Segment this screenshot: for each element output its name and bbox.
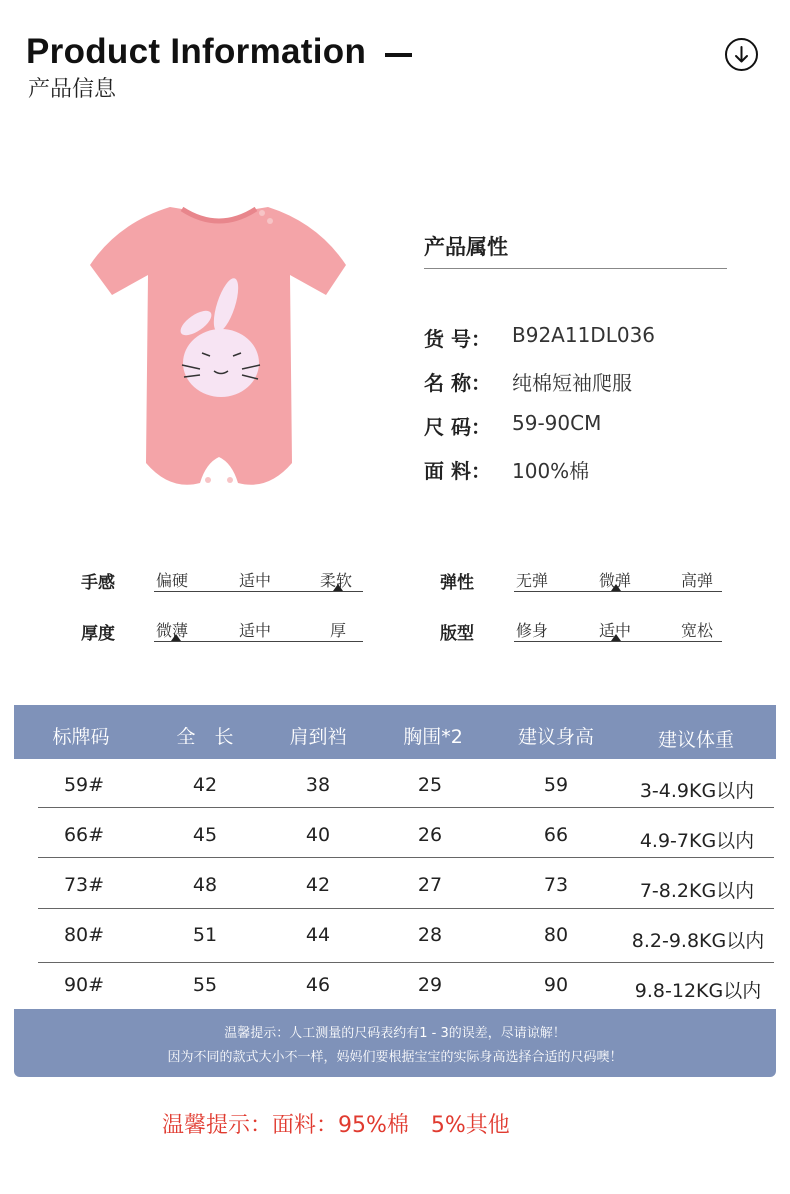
row-divider (38, 857, 774, 858)
scale-label: 弹性 (440, 573, 474, 593)
table-cell: 90# (63, 974, 105, 996)
column-header: 标牌码 (52, 726, 110, 748)
table-cell: 25 (417, 774, 443, 796)
download-button[interactable] (725, 38, 758, 71)
attributes-divider (424, 268, 727, 269)
table-cell: 42 (192, 774, 218, 796)
scale-line (514, 591, 722, 592)
scale-marker (611, 584, 621, 591)
scale-option: 无弹 (516, 571, 549, 590)
table-cell: 66# (63, 824, 105, 846)
table-cell: 66 (543, 824, 569, 846)
table-cell: 46 (305, 974, 331, 996)
table-cell: 90 (543, 974, 569, 996)
table-cell: 26 (417, 824, 443, 846)
attribute-value: 59-90CM (512, 411, 602, 435)
table-cell: 8.2-9.8KG以内 (631, 930, 765, 952)
scale-label: 版型 (440, 624, 474, 644)
scale-label: 手感 (81, 573, 115, 593)
scale-option: 适中 (239, 571, 272, 590)
note-line: 温馨提示：人工测量的尺码表约有1 - 3的误差，尽请谅解！ (224, 1026, 566, 1041)
product-image (78, 195, 360, 495)
column-header: 全 长 (176, 726, 234, 748)
scale-option: 偏硬 (156, 571, 189, 590)
table-cell: 55 (192, 974, 218, 996)
table-cell: 80# (63, 924, 105, 946)
scale-line (154, 591, 363, 592)
table-cell: 29 (417, 974, 443, 996)
arrow-down-circle-icon (734, 46, 749, 64)
scale-option: 宽松 (681, 621, 714, 640)
table-cell: 59# (63, 774, 105, 796)
note-line: 因为不同的款式大小不一样，妈妈们要根据宝宝的实际身高选择合适的尺码噢！ (167, 1050, 623, 1065)
scale-option: 柔软 (320, 571, 353, 590)
scale-option: 适中 (599, 621, 632, 640)
table-cell: 73 (543, 874, 569, 896)
column-header: 建议身高 (517, 726, 594, 748)
table-cell: 9.8-12KG以内 (634, 980, 762, 1002)
scale-marker (333, 584, 343, 591)
table-cell: 38 (305, 774, 331, 796)
table-cell: 80 (543, 924, 569, 946)
table-cell: 4.9-7KG以内 (639, 830, 755, 852)
column-header: 胸围*2 (403, 726, 463, 748)
attribute-label: 面 料： (424, 459, 491, 483)
scale-marker (611, 634, 621, 641)
table-cell: 51 (192, 924, 218, 946)
scale-option: 修身 (516, 621, 549, 640)
page-title: Product Information (26, 32, 367, 71)
row-divider (38, 908, 774, 909)
table-cell: 42 (305, 874, 331, 896)
size-table-header (14, 705, 776, 759)
table-cell: 3-4.9KG以内 (639, 780, 755, 802)
attributes-title: 产品属性 (424, 235, 508, 259)
scale-option: 微弹 (599, 571, 632, 590)
scale-option: 高弹 (681, 571, 714, 590)
table-cell: 59 (543, 774, 569, 796)
attribute-value: 100%棉 (512, 459, 590, 483)
attribute-value: B92A11DL036 (512, 323, 656, 347)
table-cell: 44 (305, 924, 331, 946)
table-cell: 7-8.2KG以内 (639, 880, 755, 902)
row-divider (38, 962, 774, 963)
title-dash (385, 53, 412, 57)
table-cell: 48 (192, 874, 218, 896)
scale-option: 微薄 (156, 621, 189, 640)
scale-option: 厚 (330, 621, 347, 640)
attribute-label: 名 称： (424, 371, 491, 395)
scale-line (154, 641, 363, 642)
scale-marker (171, 634, 181, 641)
column-header: 建议体重 (657, 729, 734, 751)
page-subtitle: 产品信息 (28, 77, 117, 102)
attribute-label: 货 号： (424, 327, 491, 351)
scale-line (514, 641, 722, 642)
attribute-value: 纯棉短袖爬服 (512, 371, 632, 395)
table-cell: 45 (192, 824, 218, 846)
table-cell: 27 (417, 874, 443, 896)
scale-label: 厚度 (81, 624, 115, 644)
attribute-label: 尺 码： (424, 415, 491, 439)
size-table-note (14, 1009, 776, 1077)
table-cell: 28 (417, 924, 443, 946)
scale-option: 适中 (239, 621, 272, 640)
table-cell: 40 (305, 824, 331, 846)
column-header: 肩到裆 (289, 726, 347, 748)
fabric-tip: 温馨提示：面料：95%棉 5%其他 (162, 1113, 510, 1138)
table-cell: 73# (63, 874, 105, 896)
row-divider (38, 807, 774, 808)
